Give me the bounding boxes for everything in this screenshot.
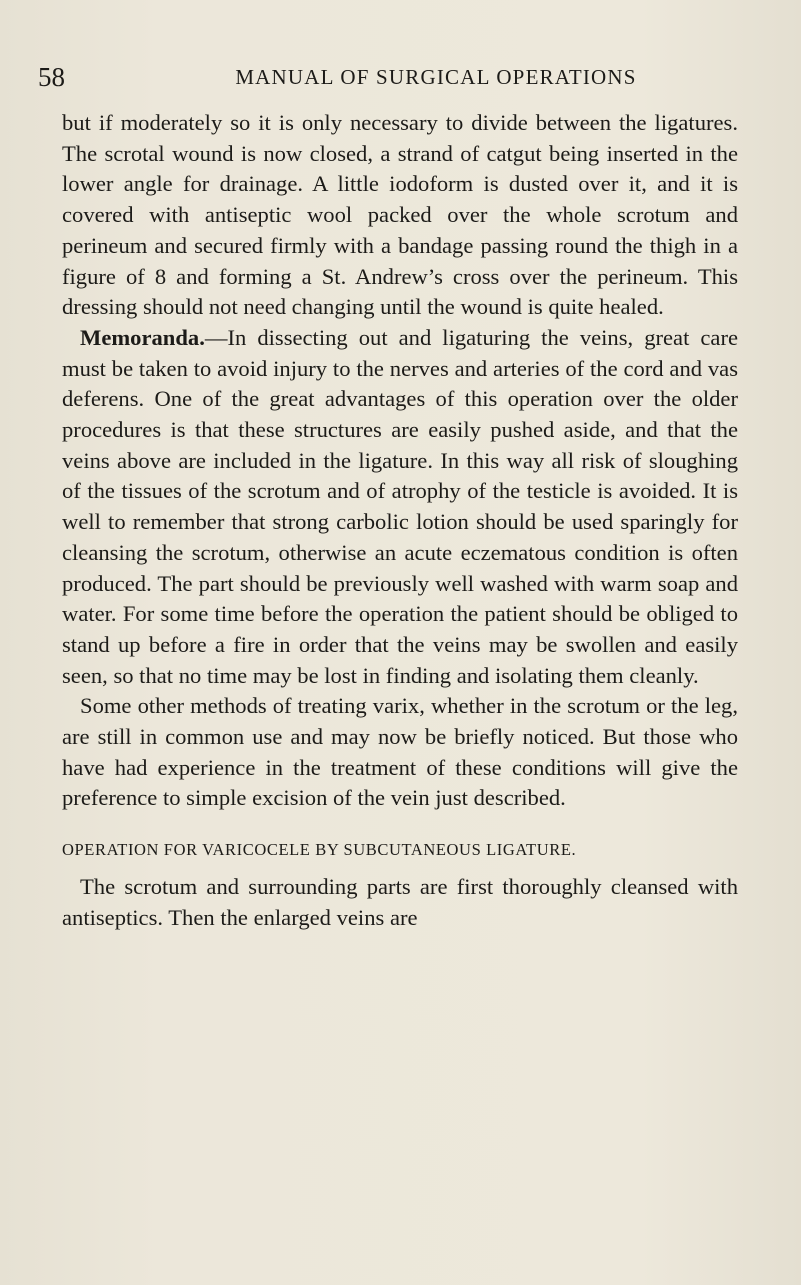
memoranda-label: Memoranda. — [80, 324, 205, 350]
running-head — [38, 60, 754, 94]
memoranda-paragraph — [62, 323, 738, 691]
paragraph-other-methods: Some other methods of treating varix, whether in the scrotum or the leg, are still in common use and may now be briefly noticed. But those who have had experience in the treatment of these conditions will give the preference to simple excision of the vein just described. — [62, 693, 738, 811]
body-text — [62, 108, 738, 934]
running-title: MANUAL OF SURGICAL OPERATIONS — [235, 65, 637, 89]
page-number: 58 — [38, 62, 65, 92]
section-heading: OPERATION FOR VARICOCELE BY SUBCUTANEOUS LIGATURE. — [62, 840, 577, 860]
paragraph-continuation: but if moderately so it is only necessary to divide between the ligatures. The scrotal wound is now closed, a strand of catgut being inserted in the lower angle for drainage. A little iodoform is dusted over it, and it is covered with antiseptic wool packed over the whole scrotum and perineum and secured firmly with a bandage passing round the thigh in a figure of 8 and forming a St. Andrew’s cross over the perineum. This dressing should not need changing until the wound is quite healed. — [62, 110, 738, 320]
section-paragraph: The scrotum and surrounding parts are first thoroughly cleansed with antiseptics. Then the enlarged veins are — [62, 874, 738, 930]
memoranda-text: —In dissecting out and ligaturing the veins, great care must be taken to avoid injury to the nerves and arteries of the cord and vas deferens. One of the great advantages of this operation over the older procedures is that these structures are easily pushed aside, and that the veins above are included in the ligature. In this way all risk of sloughing of the tissues of the scrotum and of atrophy of the testicle is avoided. It is well to remember that strong carbolic lotion should be used sparingly for cleansing the scrotum, otherwise an acute eczematous condition is often produced. The part should be previously well washed with warm soap and water. For some time before the operation the patient should be obliged to stand up before a fire in order that the veins may be swollen and easily seen, so that no time may be lost in finding and isolating them cleanly. — [62, 324, 738, 688]
